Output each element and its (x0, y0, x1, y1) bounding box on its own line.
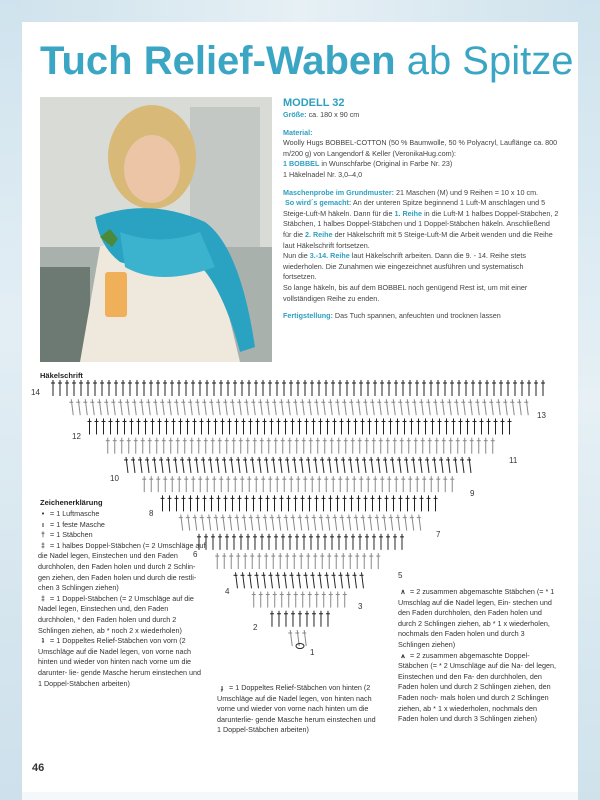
half-treble-icon: ‡ (41, 540, 45, 550)
tr2tog-icon: ⩚ (400, 650, 406, 660)
so-label: So wird´s gemacht: (285, 198, 352, 208)
material-text: Woolly Hugs BOBBEL-COTTON (50 % Baumwolle, 50 % Polyacryl, Lauflänge ca. 800 m/200 g) von Langendorf & Keller (VeronikaHug.com): (283, 138, 558, 158)
chart-row (51, 380, 545, 396)
chart-row (69, 399, 528, 415)
chart-row (270, 611, 330, 627)
chart-title: Häkelschrift (40, 371, 83, 380)
bobbel-label: 1 BOBBEL (283, 159, 320, 169)
modell-heading: MODELL 32 (283, 97, 345, 109)
legend-item: ‡ = 1 halbes Doppel-Stäbchen (= 2 Umschläge auf die Nadel legen, Einstechen und den Faden durchholen, den Faden holen und durch 2 Schlin- gen ziehen, den Faden holen und durch die restli- chen 3 Schlingen ziehen) (38, 540, 206, 593)
legend-item: ⩚ = 2 zusammen abgemaschte Doppel- Stäbchen (= * 2 Umschläge auf die Na- del legen, Einstechen und den Fa- den durchholen, den Faden holen und durch 2 Schlingen ziehen, den Faden noch- mals holen und durch 2 Schlingen ziehen, ab * 1 x wiederholen, nochmals den Faden holen und durch 3 Schlingen ziehen) (398, 650, 557, 724)
row4-text: So lange häkeln, bis auf dem BOBBEL noch genügend Rest ist, um mit einer vollständigen Reihe zu enden. (283, 282, 528, 303)
chart-row (179, 515, 421, 531)
row-label-12: 12 (72, 432, 81, 441)
legend-item: ı = 1 feste Masche (38, 520, 206, 531)
back-post-icon: ɟ (220, 683, 224, 692)
decor-frame-top (0, 0, 600, 22)
maschenprobe-label: Maschenprobe im Grundmuster: (283, 187, 395, 197)
pattern-instructions (283, 97, 559, 322)
maschenprobe-text: 21 Maschen (M) und 9 Reihen = 10 x 10 cm. (396, 187, 539, 197)
bobbel-text: in Wunschfarbe (Original in Farbe Nr. 23) (321, 159, 453, 169)
legend-title: Zeichenerklärung (40, 498, 103, 507)
chart-row (233, 572, 363, 588)
legend-item: ʇ = 1 Doppeltes Relief-Stäbchen von vorn (2 Umschläge auf die Nadel legen, von vorne nach hinten und wieder von hinten nach vorne um die darunter- lie- gende Masche herum einstechen und 1 Doppel-Stäbchen arbeiten) (38, 636, 202, 688)
row2-label: 2. Reihe (304, 229, 333, 239)
row1-label: 1. Reihe (394, 208, 423, 218)
needle-text: 1 Häkelnadel Nr. 3,0–4,0 (283, 169, 363, 179)
groesse-value: ca. 180 x 90 cm (308, 110, 360, 119)
row3-text: laut Häkelschrift arbeiten. Dann die 9. - 14. Reihe stets wiederholen. Die Zunahmen wie eingezeichnet ausführen und systematisch fortsetzen. (283, 251, 526, 282)
chart-row (142, 476, 454, 492)
row-label-10: 10 (110, 474, 119, 483)
legend-right (398, 587, 558, 725)
chart-row (87, 418, 511, 434)
decor-frame-left (0, 0, 22, 800)
legend-item: ∧ = 2 zusammen abgemaschte Stäbchen (= * 1 Umschlag auf die Nadel legen, Ein- stechen und den Faden durchholen, den Faden holen und durch 2 Schlingen ziehen, ab * 1 x wiederholen, nochmals den Faden holen und durch 3 Schlingen ziehen) (398, 587, 555, 649)
legend-middle (217, 683, 377, 736)
row3-pre: Nun die (283, 251, 308, 261)
chart-row (106, 438, 495, 454)
row-label-5: 5 (398, 571, 403, 580)
chart-row (215, 553, 380, 569)
photo-illustration (40, 97, 272, 362)
model-photo (40, 97, 272, 362)
material-label: Material: (283, 127, 313, 137)
page-title (40, 36, 573, 86)
legend-item: ‡ = 1 Doppel-Stäbchen (= 2 Umschläge auf die Nadel legen, Einstechen und, den Faden durchholen, * den Faden holen und durch 2 Schlingen ziehen, ab * noch 2 x wiederholen) (38, 593, 194, 635)
row1-text: in die Luft-M 1 halbes Doppel-Stäbchen, 2 Stäbchen, 1 halbes Doppel-Stäbchen und 1 Doppel-Stäbchen häkeln. Anschließend für die (283, 208, 559, 239)
decor-frame-right (578, 0, 600, 800)
chart-row (124, 457, 471, 473)
chain-stitch-icon: • (41, 509, 45, 518)
legend-item: † = 1 Stäbchen (38, 530, 206, 541)
front-post-icon: ʇ (41, 636, 45, 646)
row-label-9: 9 (470, 489, 475, 498)
treble-icon: ‡ (41, 593, 45, 603)
row-label-1: 1 (310, 648, 315, 657)
fertig-text: Das Tuch spannen, anfeuchten und trocknen lassen (334, 311, 501, 321)
so-text: An der unteren Spitze beginnend 1 Luft-M anschlagen und 5 Steige-Luft-M häkeln. Dann für die (283, 198, 546, 218)
row-label-13: 13 (537, 411, 546, 420)
fertig-label: Fertigstellung: (283, 311, 333, 321)
single-crochet-icon: ı (42, 519, 44, 529)
row2-text: der Häkelschrift mit 5 Steige-Luft-M die Arbeit wenden und die Reihe laut Häkelschrift fortsetzen. (283, 229, 553, 250)
chart-start-chain (296, 644, 304, 649)
page-number: 46 (32, 762, 45, 774)
title-light: ab Spitze (406, 39, 574, 83)
row-label-6: 6 (193, 550, 198, 559)
row3-label: 3.-14. Reihe (309, 251, 350, 261)
row-label-3: 3 (358, 602, 363, 611)
row-label-7: 7 (436, 530, 441, 539)
row-label-2: 2 (253, 623, 258, 632)
title-bold: Tuch Relief-Waben (40, 39, 396, 83)
row-label-14: 14 (31, 388, 40, 397)
row-label-8: 8 (149, 509, 154, 518)
watermark: PassionForum.ru (493, 780, 570, 791)
legend-left (38, 509, 206, 689)
chart-row (197, 534, 404, 550)
legend-item: ɟ = 1 Doppeltes Relief-Stäbchen von hinten (2 Umschläge auf die Nadel legen, von hinten nach vorne und wieder von vorne nach hinten um die darunterlie- gende Masche herum einstechen und 1 Doppel-Stäbchen arbeiten) (217, 683, 376, 735)
groesse-label: Größe: (283, 110, 307, 119)
chart-row (252, 592, 347, 608)
row-label-11: 11 (509, 456, 518, 465)
double-crochet-icon: † (41, 530, 45, 540)
legend-item: • = 1 Luftmasche (38, 509, 206, 520)
dc2tog-icon: ∧ (400, 587, 406, 596)
row-label-4: 4 (225, 587, 230, 596)
